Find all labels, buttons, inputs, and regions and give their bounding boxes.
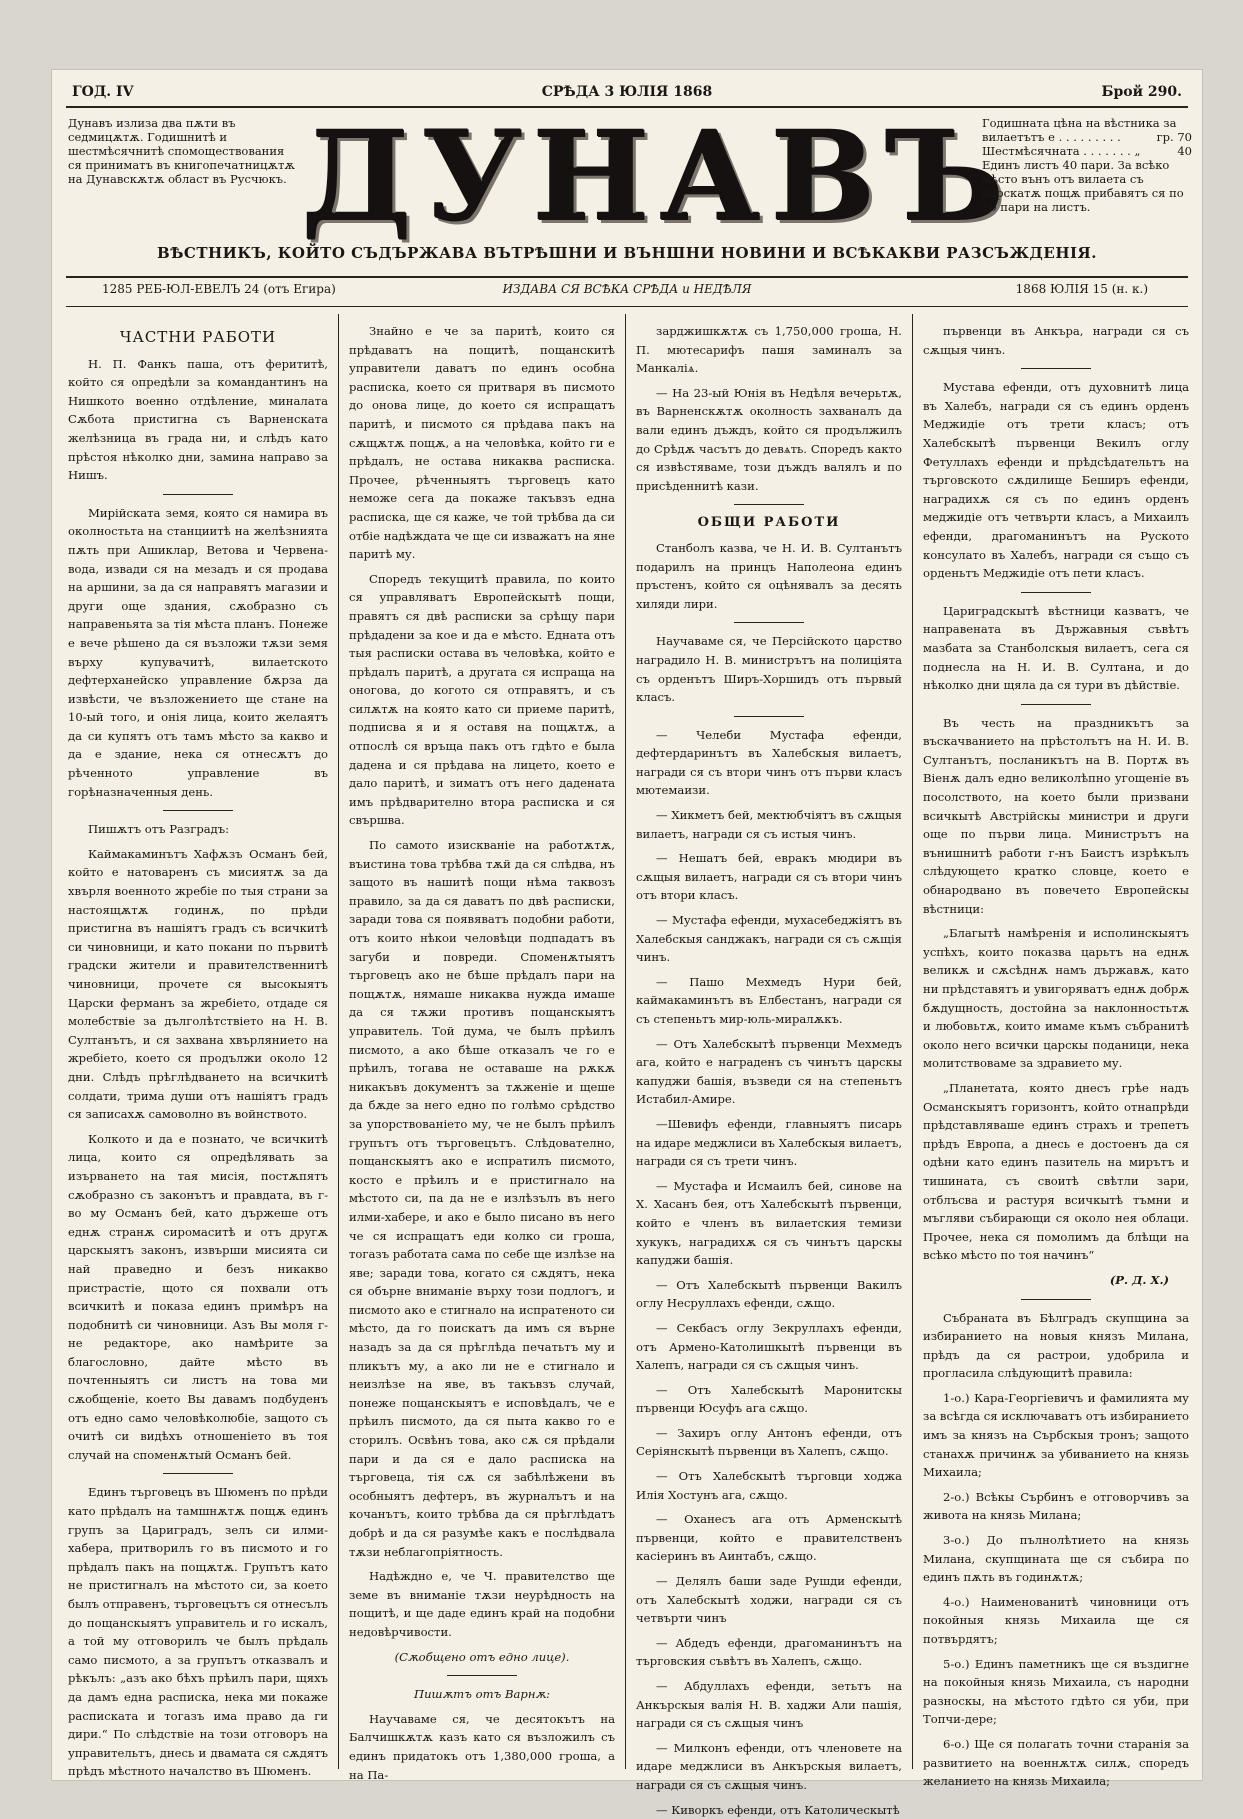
column-2	[349, 322, 615, 1782]
article-paragraph: — Секбасъ оглу Зекруллахъ ефенди, отъ Армено-Католишкытѣ първенци въ Халепъ, награди ся съ сѫщыя чинъ.	[636, 1320, 902, 1373]
price-row-yearly	[982, 130, 1192, 144]
article-paragraph: — Нешатъ бей, евракъ мюдири въ сѫщыя вилаетъ, награди ся съ втори чинъ отъ втори класъ.	[636, 851, 902, 903]
article-paragraph: Събраната въ Бѣлградъ скупщина за избиранието на новыя князъ Милана, прѣдъ да ся растрои, удобрила и прогласила слѣдующитѣ правила:	[923, 1310, 1189, 1381]
article-paragraph: Пишѫтъ отъ Разградъ:	[88, 822, 230, 837]
column-rule	[625, 314, 626, 1769]
article-paragraph: — Отъ Халебскытѣ търговци ходжа Илія Хостунъ ага, сѫщо.	[636, 1469, 902, 1502]
article-paragraph: Единъ търговецъ въ Шюменъ по прѣди като прѣдалъ на тамшнѫтѫ пощѫ единъ групъ за Цариградъ, зелъ си илми-хабера, притворилъ го въ писмото и го прѣдалъ пакъ на пощѫтѫ. Групътъ като не пристигналъ на мѣстото си, за което былъ отправенъ, търговецътъ ся отнесълъ до пощанскыятъ управитель и го искалъ, а той му отговорилъ че былъ прѣдаль само писмото, а за групътъ отказвалъ и рѣкълъ: „азъ ако бѣхъ прѣилъ пари, щяхъ да дамъ една расписка, нека ми покаже расписката и тогазъ има право да ги дири.“ По слѣдствіе на този отговоръ на управительтъ, днесь и двамата ся сѫдятъ прѣдъ мѣстното началство въ Шюменъ.	[68, 1485, 328, 1779]
article-initials: (Р. Д. Х.)	[1109, 1272, 1169, 1287]
gregorian-date: 1868 ЮЛІЯ 15 (н. к.)	[1015, 282, 1148, 296]
article-separator	[163, 810, 233, 811]
dateline-rule-top	[66, 276, 1188, 278]
article-paragraph: — Мустафа и Исмаилъ бей, синове на Х. Хасанъ бея, отъ Халебскытѣ първенци, който е членъ въ вилаетския темизи хукукъ, наградихѫ ся съ чинътъ царскы капуджи башія.	[636, 1178, 902, 1268]
article-paragraph: 3-о.) До пълнолѣтието на князь Милана, скупщината ще ся събира по единъ пѫть въ годинѫтѫ;	[923, 1533, 1189, 1585]
article-separator	[734, 504, 804, 505]
article-paragraph: първенци въ Анкъра, награди ся съ сѫщыя чинъ.	[923, 324, 1189, 357]
section-heading-general: ОБЩИ РАБОТИ	[697, 515, 841, 531]
issue-number: Брой 290.	[1101, 84, 1182, 100]
article-paragraph: — Киворкъ ефенди, отъ Католическытѣ	[656, 1802, 900, 1817]
article-paragraph: — На 23-ый Юнія въ Недѣля вечерьтѫ, въ Варненскѫтѫ околность захваналъ да вали единъ дъждъ, който ся продължилъ до Срѣдѫ часътъ до девѧть. Споредъ както ся извѣстяваме, този дъждъ валялъ и по присѣденнитѣ кази.	[636, 385, 902, 493]
article-paragraph: Научаваме ся, че десятокътъ на Балчишкѫтѫ казъ като ся възложилъ съ единъ придатокъ отъ 1,380,000 гроша, а на Па-	[349, 1711, 615, 1782]
article-paragraph: Споредъ текущитѣ правила, по които ся управляватъ Европейскытѣ пощи, правятъ ся двѣ расписки за срѣщу пари прѣдадени за кое и да е мѣсто. Едната отъ тыя расписки остава въ человѣка, който е прѣдалъ паритѣ, а другата ся испраща на оногова, до когото ся отправятъ, и съ силѫтѫ на която като си приеме паритѣ, подписва я и я оставя на пощѫтѫ, а отпослѣ ся връща пакъ отъ гдѣто е была дадена и ся прѣдава на лицето, което е дало паритѣ, и зиматъ отъ него дадената имъ прѣдварително втора расписка и ся свършва.	[349, 571, 615, 828]
publication-schedule: ИЗДАВА СЯ ВСѢКА СРѢДА и НЕДѢЛЯ	[502, 282, 752, 296]
article-paragraph: — Мустафа ефенди, мухасебеджіятъ въ Халебскыя санджакъ, награди ся съ сѫщія чинъ.	[636, 913, 902, 965]
price-title: Годишната цѣна на вѣстника за	[982, 116, 1177, 130]
price-box	[982, 116, 1192, 214]
article-separator	[1021, 1299, 1091, 1300]
article-paragraph: 1-о.) Кара-Георгіевичъ и фамилията му за всѣгда ся исключаватъ отъ избиранието имъ за князъ на Сърбскыя тронъ; защото станахѫ причинѫ за убиванието на князь Михаила;	[923, 1390, 1189, 1480]
article-separator	[163, 494, 233, 495]
article-paragraph: — Делялъ баши заде Рушди ефенди, отъ Халебскытѣ ходжи, награди ся съ четвърти чинъ	[636, 1574, 902, 1626]
article-paragraph: Знайно е че за паритѣ, които ся прѣдаватъ на пощитѣ, пощанскитѣ управители даватъ по единъ особна расписка, което ся притваря въ писмото до онова лице, до което ся испращатъ паритѣ, и писмото ся прѣдава пакъ на сѫщѫтѫ пощѫ, а на человѣка, който ги е прѣдалъ, не остава никаква расписка. Прочее, рѣченныятъ търговецъ като неможе сега да покаже такъвзъ една расписка, ще ся каже, че той трѣбва да си отбіе надѣждата че ще си изважатъ на яне паритѣ му.	[349, 324, 615, 562]
article-paragraph: 5-о.) Единъ паметникъ ще ся въздигне на покойныя князь Михаила, съ народни разноскы, на мѣстото гдѣто ся уби, при Топчи-дере;	[923, 1656, 1189, 1727]
article-paragraph: Станболъ казва, че Н. И. В. Султанътъ подарилъ на принцъ Наполеона единъ пръстенъ, който ся оцѣнявалъ за десять хиляди лири.	[636, 540, 902, 611]
column-rule	[338, 314, 339, 1769]
article-paragraph: Въ честь на праздникътъ за въскачванието на прѣстолътъ на Н. И. В. Султанътъ, посланикътъ на В. Портѫ въ Віенѫ далъ едно великолѣпно угощеніе въ посолството, на което были призвани всичкытѣ Австрійскы министри и други още по първи лица. Министрътъ на вънишнитѣ работи г-нъ Баистъ изрѣкълъ слѣдующето кратко словце, което е обнародвано въ повечето Европейскы вѣстници:	[923, 715, 1189, 916]
section-heading-private: ЧАСТНИ РАБОТИ	[119, 328, 277, 346]
column-3	[636, 322, 902, 1817]
year-label: ГОД. IV	[72, 84, 134, 100]
article-separator	[447, 1675, 517, 1676]
price-row-halfyear	[982, 144, 1192, 158]
article-separator	[163, 1473, 233, 1474]
article-paragraph: 4-о.) Наименованитѣ чиновници отъ покойныя князь Михаила ще ся потвърдятъ;	[923, 1594, 1189, 1646]
dateline	[66, 282, 1188, 300]
article-paragraph: —Шевифъ ефенди, главныятъ писарь на идаре меджлиси въ Халебскыя вилаетъ, награди ся съ трети чинъ.	[636, 1116, 902, 1169]
issue-date: СРѢДА 3 ЮЛІЯ 1868	[541, 84, 713, 100]
article-paragraph: — Абдедъ ефенди, драгоманинътъ на търговския съвѣтъ въ Халепъ, сѫщо.	[636, 1635, 902, 1669]
article-paragraph: — Челеби Мустафа ефенди, дефтердаринътъ въ Халебскыя вилаетъ, награди ся съ втори чинъ отъ първи класъ мютемаизи.	[636, 727, 902, 798]
article-separator	[1021, 368, 1091, 369]
article-paragraph: 6-о.) Ще ся полагать точни старанія за развитието на военнѫтѫ силѫ, споредъ желанието на князь Михаила;	[923, 1736, 1189, 1789]
article-paragraph: Надѣждно е, че Ч. правителство ще земе въ вниманіе тѫзи неурѣдность на пощитѣ, и ще даде единъ край на подобни недовѣрчивости.	[349, 1569, 615, 1639]
article-paragraph: По самото изискваніе на работѫтѫ, въистина това трѣбва тѫй да ся слѣдва, нъ защото въ нашитѣ пощи нѣма таквозъ правило, за да ся даватъ по двѣ расписки, заради това ся появяватъ подобни работи, отъ които нѣкои человѣци подпадатъ въ загуби и повреди. Споменѫтыятъ търговецъ ако не бѣше прѣдалъ пари на пощѫтѫ, нямаше никаква нужда имаше да ся тѫжи противъ пощанскыятъ управитель. Той дума, че былъ прѣилъ писмото, а ако бѣше отказалъ че го е прѣилъ, тогава не оставаше на рѫкѫ никакъвъ документъ за тѫженіе и щеше да бѫде за него едно по голѣмо срѣдство за упорствованіето му, че не былъ прѣилъ групътъ отъ търговецътъ. Слѣдователно, пощанскыятъ ако е испратилъ писмото, косто е прѣилъ и е пристигнало на мѣстото си, па да не е излѣзълъ въ него илми-хабере, и ако е было писано въ него че ся испращатъ еди колко си гроша, тогазъ работата сама по себе ще излѣзе на яве; заради това, когато ся сѫдятъ, нека ся обърне вниманіе върху този подлогъ, и писмото ако е стигнало на испратеното си мѣсто, да го поискатъ да имъ ся върне назадъ за да ся прѣглѣда печатьтъ му и пликътъ му, а ако ли не е стигнало и неизлѣзе на яве, въ такъвзъ случай, понеже пощанскыятъ е исповѣдалъ, че е прѣилъ писмото, да ся пыта какво го е сторилъ. Освѣнъ това, ако сѫ ся прѣдали пари и да ся е дало расписка на търговеца, тія сѫ ся забѣлѣжени въ особныятъ дефтеръ, въ журналътъ и на кочанътъ, които трѣбва да ся прѣглѣдатъ добрѣ и да ся разумѣе какъ е послѣдвала тѫзи неблагопріятность.	[349, 838, 615, 1559]
article-paragraph: — Пашо Мехмедъ Нури бей, каймакаминътъ въ Елбестанъ, награди ся съ степеньтъ мир-юль-миралѫкъ.	[636, 974, 902, 1026]
article-paragraph: — Захиръ оглу Антонъ ефенди, отъ Серіянскытѣ първенци въ Халепъ, сѫщо.	[636, 1425, 902, 1459]
price-note: Единъ листъ 40 пари. За всѣко мѣсто вънъ отъ вилаета съ царскатѫ пощѫ прибавятъ ся по 10 пари на листъ.	[982, 158, 1184, 214]
publication-note-text: Дунавъ излиза два пѫти въ седмицѫтѫ. Годишнитѣ и шестмѣсячнитѣ спомоществования ся приниматъ въ книгопечатницѫтѫ на Дунавскѫтѫ област въ Русчюкъ.	[68, 116, 295, 186]
column-4	[923, 322, 1190, 1789]
price-row-label: вилаетътъ е . . . . . . . . .	[982, 130, 1121, 144]
masthead-title-block	[302, 105, 1015, 250]
column-1	[68, 322, 328, 1779]
price-row-value: гр. 70	[1156, 130, 1192, 144]
newspaper-page	[52, 70, 1202, 1817]
article-paragraph: — Отъ Халебскытѣ Маронитскы първенци Юсуфъ ага сѫщо.	[636, 1382, 902, 1416]
article-paragraph: — Абдуллахъ ефенди, зетьтъ на Анкърскыя валія Н. В. хаджи Али пашія, награди ся съ сѫщыя чинъ	[636, 1679, 902, 1731]
article-paragraph: Мирійската земя, която ся намира въ околностьта на станциитѣ на желѣзнията пѫть при Ашиклар, Ветова и Червена-вода, извади ся на мезадъ и ся продава на аршини, за да ся направятъ магазии и други още здания, сѫобразно съ направеньята за тія мѣста планъ. Понеже е вече рѣшено да ся възложи тѫзи земя върху купувачитѣ, вилаетското дефтерханейско управление бѫрза да извѣсти, че възложението ще стане на 10-ый того, и онія лица, които желаятъ да си купятъ отъ тамъ мѣсто за какво и да е здание, нека ся отнесѫтъ до рѣченното управление въ горѣназначенныя день.	[68, 505, 328, 799]
article-paragraph: Цариградскытѣ вѣстници казватъ, че направената въ Държавныя съвѣтъ мазбата за Станболскыя вилаетъ, сега ся поднесла на Н. И. В. Султана, и до нѣколко дни щяла да ся тури въ дѣйствіе.	[923, 603, 1189, 693]
article-separator	[1021, 704, 1091, 705]
article-paragraph: „Благытѣ намѣренія и исполинскыятъ успѣхъ, които показва царьтъ на еднѫ великѫ и сѫсѣднѫ намъ държавѫ, като ни прѣдставятъ и увигоряватъ еднѫ добрѫ бѫдущность, достойна за наклонностьтѫ и любовьтѫ, които имаме къмъ събранитѣ около него всички царскы поданици, нека молитствоваме за здравието му.	[923, 926, 1190, 1071]
article-paragraph: — Милконъ ефенди, отъ членовете на идаре меджлиси въ Анкърскыя вилаетъ, награди ся съ сѫщыя чинъ.	[636, 1740, 902, 1792]
publication-note	[68, 116, 298, 186]
article-paragraph: Н. П. Фанкъ паша, отъ ферититѣ, който ся опредѣли за командантинъ на Нишкото военно отдѣление, миналата Сѫбота пристигна съ Варненската желѣзница въ града ни, и слѣдъ като прѣстоя нѣколко дни, замина направо за Нишъ.	[68, 356, 328, 483]
article-paragraph: „Планетата, която днесъ грѣе надъ Османскыятъ горизонтъ, който отнапрѣди прѣдставляваше единъ страхъ и трепетъ прѣдъ Европа, а днесь е достоенъ да ся одѣни като единъ пазитель на мирътъ и тишината, съ своитѣ свѣтли зари, отблъсва и растуря всичкытѣ тъмни и мъгляви събирающи ся около нея облаци. Прочее, нека ся помолимъ да блѣщи на всѣко мѣсто по тоя начинъ“	[923, 1080, 1189, 1263]
price-row-label: Шестмѣсячната . . . . . . . „	[982, 144, 1141, 158]
article-separator	[734, 622, 804, 623]
article-paragraph: Каймакаминътъ Хафѫзъ Османъ бей, който е натоваренъ съ мисиятѫ за да хвърля военното жребіе по тыя страни за настоящѫтѫ годинѫ, по прѣди пристигна въ нашіятъ градъ съ всичкитѣ си чиновници, и като покани по първитѣ градски жители и правителственнитѣ чиновници, прочете ся высокыятъ Царски ферманъ за жребіето, отдаде ся молебствіе за дълголѣтствіето на Н. В. Султанътъ, и ся захвана хвърлянието на жребіето, което ся продължи около 12 дни. Слѣдъ прѣглѣдването на всичкитѣ солдати, трима души отъ нашіятъ градъ ся записахѫ самоволно въ войнството.	[68, 846, 328, 1122]
dateline-rule-bottom	[66, 306, 1188, 307]
masthead-subtitle: ВѢСТНИКЪ, КОЙТО СЪДЪРЖАВА ВЪТРѢШНИ И ВЪНШНИ НОВИНИ И ВСѢКАКВИ РАЗСЪЖДЕНІЯ.	[157, 244, 1097, 262]
column-rule	[912, 314, 913, 1769]
article-paragraph: Мустава ефенди, отъ духовнитѣ лица въ Халебъ, награди ся съ единъ орденъ Меджидіе отъ трети класъ; отъ Халебскытѣ първенци Векилъ оглу Фетуллахъ ефенди и прѣдсѣдательтъ на търговското сѫдилище Беширъ ефенди, наградихѫ ся съ по единъ орденъ меджидіе отъ четвърти класъ, а Михаилъ ефенди, драгоманинътъ на Руското консулато въ Халебъ, награди ся също съ орденьтъ Меджидіе отъ пети класъ.	[923, 380, 1189, 581]
article-paragraph: — Хикметъ бей, мектюбчіятъ въ сѫщыя вилаетъ, награди ся съ истыя чинъ.	[636, 808, 902, 841]
article-paragraph: — Отъ Халебскытѣ първенци Вакилъ оглу Несруллахъ ефенди, сѫщо.	[636, 1277, 902, 1311]
article-paragraph: — Отъ Халебскытѣ първенци Мехмедъ ага, който е награденъ съ чинътъ царскы капуджи башія, възведи ся на степеньтъ Истабил-Амире.	[636, 1036, 902, 1107]
article-separator	[1021, 592, 1091, 593]
article-paragraph: 2-о.) Всѣкы Сърбинъ е отговорчивъ за живота на князь Милана;	[923, 1489, 1189, 1523]
article-signature: (Сѫобщено отъ едно лице).	[394, 1649, 570, 1664]
article-paragraph: зарджишкѫтѫ съ 1,750,000 гроша, Н. П. мютесарифъ пашя заминалъ за Манкаліѧ.	[636, 324, 902, 376]
article-paragraph: Научаваме ся, че Персійското царство наградило Н. В. министрътъ на полиціята съ орденътъ Ширъ-Хоршидъ отъ първый класъ.	[636, 634, 902, 705]
article-paragraph: Колкото и да е познато, че всичкитѣ лица, които ся опредѣлявать за изърването на тая мисія, постѫпятъ сѫобразно съ законътъ и правдата, въ г-во му Османъ бей, като държеше отъ еднѫ странѫ сиромаситѣ и отъ другѫ царскыятъ законъ, извърши мисията си най праведно и безъ никакво пристрастіе, щото ся похвали отъ всичкитѣ и показа единъ примѣръ на подобнитѣ си чиновници. Азъ Вы моля г-не редакторе, ако намѣрите за благословно, дайте мѣсто въ почтенныятъ си листъ на това ми сѫобщеніе, което Вы давамъ подбуденъ отъ едно само человѣколюбіе, защото съ очитѣ си видѣхъ отношеніето въ тоя случай на споменѫтый Османъ бей.	[68, 1131, 328, 1462]
price-row-value: 40	[1177, 144, 1192, 158]
masthead-title: ДУНАВЪ	[302, 105, 1015, 250]
header-top-line	[66, 84, 1188, 104]
hijri-date: 1285 РЕБ-ЮЛ-ЕВЕЛЪ 24 (отъ Егира)	[102, 282, 336, 296]
article-separator	[734, 716, 804, 717]
article-paragraph: Пишѫтъ отъ Варнѫ:	[413, 1687, 551, 1702]
article-paragraph: — Оханесъ ага отъ Арменскытѣ първенци, който е правителственъ касіеринъ въ Аинтабъ, сѫщо.	[636, 1512, 902, 1564]
